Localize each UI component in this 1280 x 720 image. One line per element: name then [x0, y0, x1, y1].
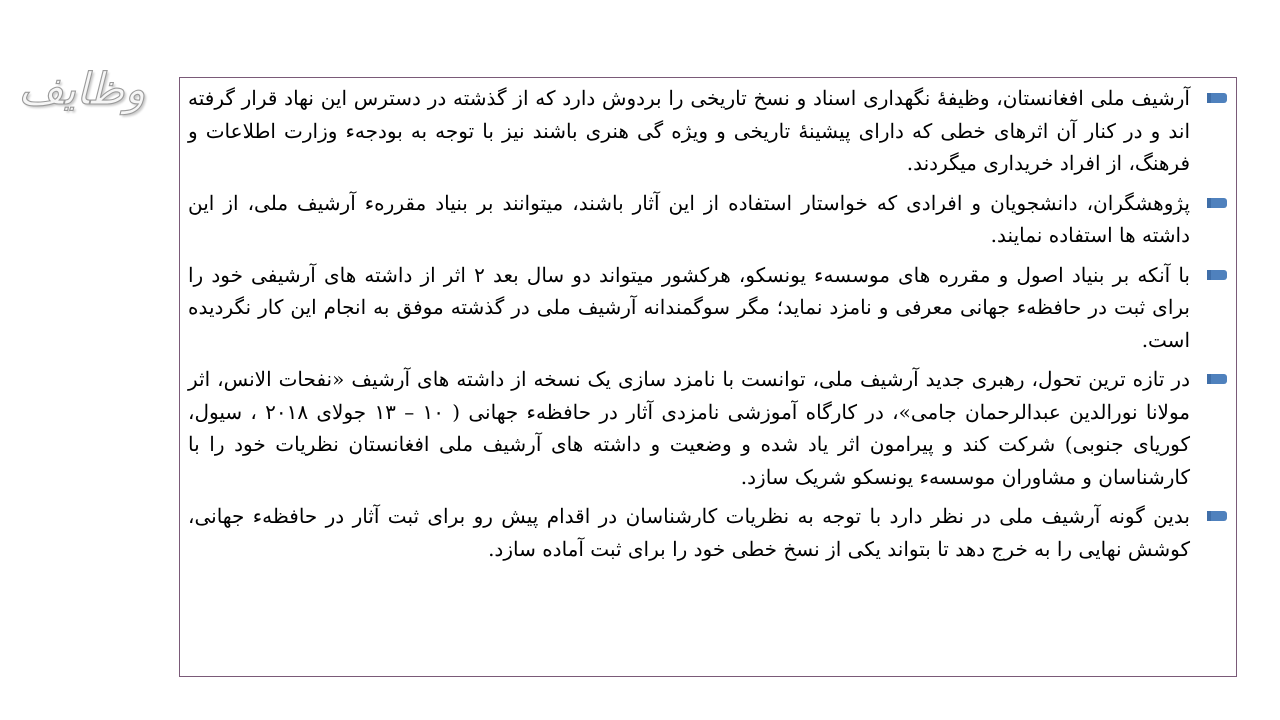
paragraph-2: [188, 187, 1230, 252]
arrow-bullet-icon: [1209, 270, 1227, 280]
paragraph-text: بدین گونه آرشیف ملی در نظر دارد با توجه به نظریات کارشناسان در اقدام پیش رو برای ثبت آثار در حافظهء جهانی، کوشش نهایی را به خرج دهد تا بتواند یکی از نسخ خطی خود را برای ثبت آماده سازد.: [188, 504, 1190, 561]
paragraph-text: در تازه ترین تحول، رهبری جدید آرشیف ملی، توانست با نامزد سازی یک نسخه از داشته های آرشیف «نفحات الانس، اثر مولانا نورالدین عبدالرحمان جامی»، در کارگاه آموزشی نامزدی آثار در حافظهء جهانی ( ۱۰ – ۱۳ جولای ۲۰۱۸ ، سیول، کوریای جنوبی) شرکت کند و پیرامون اثر یاد شده و وضعیت و داشته های آرشیف ملی افغانستان نظریات خود را با کارشناسان و مشاوران موسسهء یونسکو شریک سازد.: [188, 367, 1190, 489]
paragraph-5: [188, 500, 1230, 565]
paragraph-text: با آنکه بر بنیاد اصول و مقرره های موسسهء یونسکو، هرکشور میتواند دو سال بعد ۲ اثر از داشته های آرشیفی خود را برای ثبت در حافظهء جهانی معرفی و نامزد نماید؛ مگر سوگمندانه آرشیف ملی در گذشته موفق به انجام این کار نگردیده است.: [188, 262, 1191, 352]
paragraph-4: [188, 363, 1230, 493]
content-box: [179, 77, 1237, 677]
paragraph-1: [188, 82, 1230, 180]
paragraph-3: [188, 259, 1230, 357]
arrow-bullet-icon: [1209, 511, 1227, 521]
arrow-bullet-icon: [1209, 198, 1227, 208]
side-title: وظایف: [18, 64, 146, 115]
paragraph-text: آرشیف ملی افغانستان، وظیفهٔ نگهداری اسناد و نسخ تاریخی را بردوش دارد که از گذشته در دسترس این نهاد قرار گرفته اند و در کنار آن اثرهای خطی که دارای پیشینهٔ تاریخی و ویژه گی هنری باشند نیز با توجه به بودجهء وزارت اطلاعات و فرهنگ، از افراد خریداری میگردند.: [188, 86, 1190, 175]
arrow-bullet-icon: [1209, 93, 1227, 103]
paragraph-text: پژوهشگران، دانشجویان و افرادی که خواستار استفاده از این آثار باشند، میتوانند بر بنیاد مقررهء آرشیف ملی، از این داشته ها استفاده نمایند.: [188, 190, 1190, 247]
arrow-bullet-icon: [1209, 374, 1227, 384]
